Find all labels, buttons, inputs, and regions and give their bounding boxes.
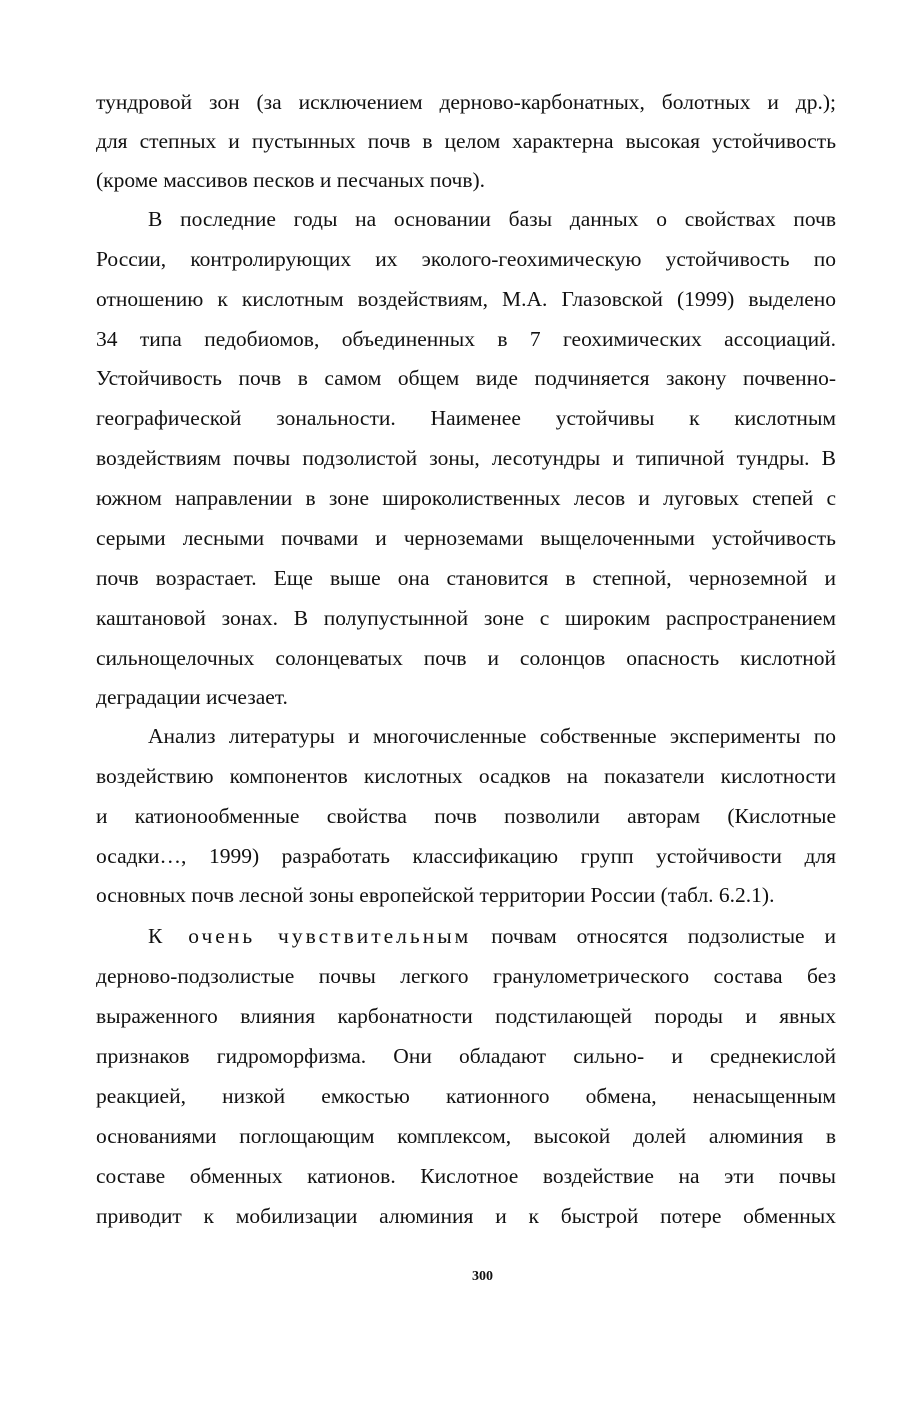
text-line: (кроме массивов песков и песчаных почв). [96, 168, 486, 192]
text-line: основных почв лесной зоны европейской территории России (табл. 6.2.1). [96, 883, 775, 907]
page-number: 300 [472, 1269, 493, 1284]
text-line: дерново-подзолистые почвы легкого гранулометрического состава без [96, 964, 836, 988]
text-line: тундровой зон (за исключением дерново-карбонатных, болотных и др.); [96, 90, 836, 114]
text-line: составе обменных катионов. Кислотное воздействие на эти почвы [96, 1164, 836, 1188]
text-fragment: почвам относятся подзолистые и [491, 924, 836, 948]
text-line: южном направлении в зоне широколиственных лесов и луговых степей с [96, 486, 836, 510]
text-line: приводит к мобилизации алюминия и к быстрой потере обменных [96, 1204, 836, 1228]
text-line: реакцией, низкой емкостью катионного обмена, ненасыщенным [96, 1084, 836, 1108]
text-line: деградации исчезает. [96, 685, 288, 709]
text-line: и катионообменные свойства почв позволили авторам (Кислотные [96, 804, 836, 828]
text-line: для степных и пустынных почв в целом характерна высокая устойчивость [96, 129, 836, 153]
text-line: серыми лесными почвами и черноземами выщелоченными устойчивость [96, 526, 836, 550]
text-line: осадки…, 1999) разработать классификацию групп устойчивости для [96, 844, 836, 868]
text-line: воздействию компонентов кислотных осадков на показатели кислотности [96, 764, 836, 788]
text-line: сильнощелочных солонцеватых почв и солонцов опасность кислотной [96, 646, 836, 670]
emphasis-text: К очень чувствительным [148, 924, 472, 948]
text-line: Анализ литературы и многочисленные собственные эксперименты по [148, 724, 836, 748]
text-line: географической зональности. Наименее устойчивы к кислотным [96, 406, 836, 430]
text-line: каштановой зонах. В полупустынной зоне с широким распространением [96, 606, 836, 630]
text-line: России, контролирующих их эколого-геохимическую устойчивость по [96, 247, 836, 271]
text-line: основаниями поглощающим комплексом, высокой долей алюминия в [96, 1124, 836, 1148]
text-line: В последние годы на основании базы данных о свойствах почв [148, 207, 836, 231]
text-line: выраженного влияния карбонатности подстилающей породы и явных [96, 1004, 836, 1028]
text-line [148, 922, 836, 950]
text-line: признаков гидроморфизма. Они обладают сильно- и среднекислой [96, 1044, 836, 1068]
text-line: 34 типа педобиомов, объединенных в 7 геохимических ассоциаций. [96, 327, 836, 351]
text-line: Устойчивость почв в самом общем виде подчиняется закону почвенно- [96, 366, 836, 390]
text-line: почв возрастает. Еще выше она становится в степной, черноземной и [96, 566, 836, 590]
text-line: отношению к кислотным воздействиям, М.А. Глазовской (1999) выделено [96, 287, 836, 311]
text-line: воздействиям почвы подзолистой зоны, лесотундры и типичной тундры. В [96, 446, 836, 470]
